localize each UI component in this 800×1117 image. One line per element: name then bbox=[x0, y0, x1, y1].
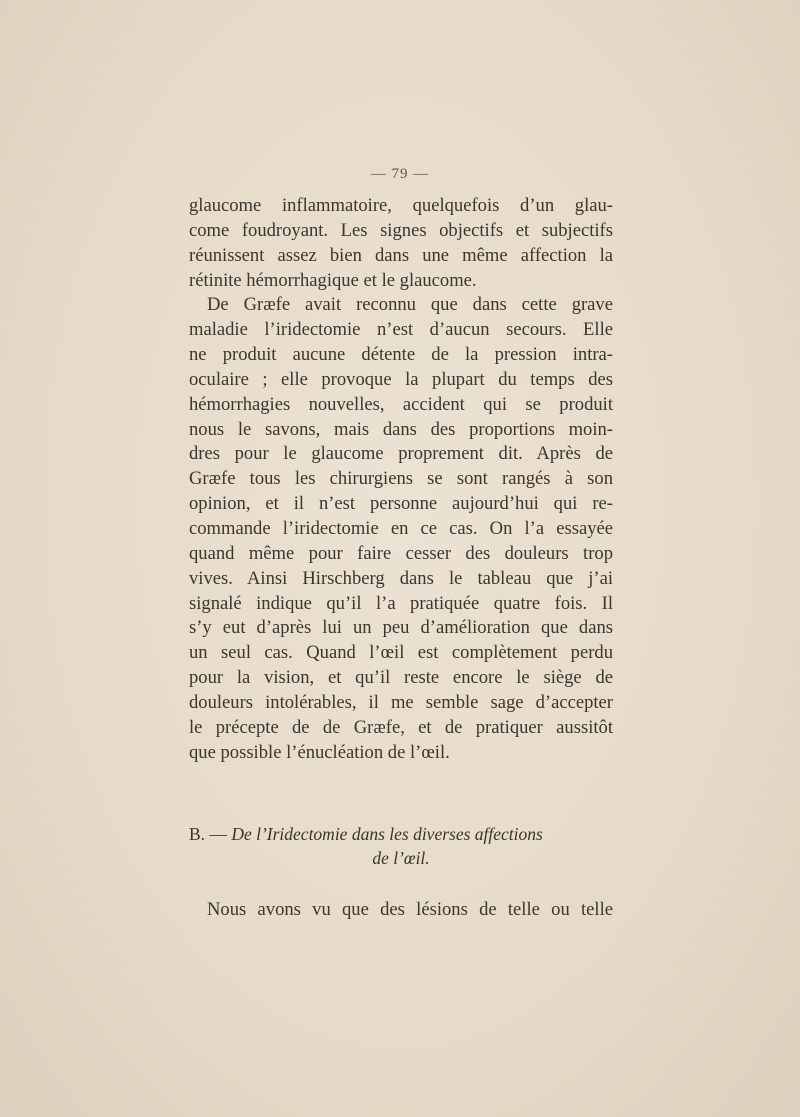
text-line: Græfe tous les chirurgiens se sont rangés à son bbox=[189, 468, 613, 490]
text-line: dres pour le glaucome proprement dit. Après de bbox=[189, 443, 613, 465]
text-line: De Græfe avait reconnu que dans cette grave bbox=[207, 294, 613, 316]
paragraph-2 bbox=[189, 293, 613, 765]
paragraph-3 bbox=[189, 898, 613, 923]
text-line: douleurs intolérables, il me semble sage d’accepter bbox=[189, 691, 613, 713]
text-line: maladie l’iridectomie n’est d’aucun secours. Elle bbox=[189, 319, 613, 341]
text-line: vives. Ainsi Hirschberg dans le tableau que j’ai bbox=[189, 567, 613, 589]
text-line: nous le savons, mais dans des proportions moin- bbox=[189, 418, 613, 440]
text-line: réunissent assez bien dans une même affection la bbox=[189, 244, 613, 266]
text-line: oculaire ; elle provoque la plupart du temps des bbox=[189, 368, 613, 390]
text-line: un seul cas. Quand l’œil est complètement perdu bbox=[189, 642, 613, 664]
main-text bbox=[189, 194, 613, 765]
text-line: quand même pour faire cesser des douleurs trop bbox=[189, 542, 613, 564]
text-line: commande l’iridectomie en ce cas. On l’a essayée bbox=[189, 517, 613, 539]
text-line: que possible l’énucléation de l’œil. bbox=[189, 741, 450, 763]
text-line: rétinite hémorrhagique et le glaucome. bbox=[189, 269, 477, 291]
text-line: le précepte de de Græfe, et de pratiquer aussitôt bbox=[189, 716, 613, 738]
text-line: ne produit aucune détente de la pression intra- bbox=[189, 344, 613, 366]
text-line: come foudroyant. Les signes objectifs et subjectifs bbox=[189, 219, 613, 241]
text-line: hémorrhagies nouvelles, accident qui se produit bbox=[189, 393, 613, 415]
section-marker: B. — bbox=[189, 824, 227, 844]
text-line: signalé indique qu’il l’a pratiquée quatre fois. Il bbox=[189, 592, 613, 614]
section-title: De l’Iridectomie dans les diverses affections bbox=[231, 824, 543, 844]
text-line: opinion, et il n’est personne aujourd’hui qui re- bbox=[189, 493, 613, 515]
section-heading-line-1 bbox=[189, 822, 613, 846]
text-line: Nous avons vu que des lésions de telle ou telle bbox=[207, 899, 613, 920]
text-line: pour la vision, et qu’il reste encore le siège de bbox=[189, 667, 613, 689]
page-number: — 79 — bbox=[370, 166, 430, 182]
text-line: s’y eut d’après lui un peu d’amélioration que dans bbox=[189, 617, 613, 639]
text-line: glaucome inflammatoire, quelquefois d’un glau- bbox=[189, 195, 613, 216]
section-heading-line-2: de l’œil. bbox=[372, 848, 430, 868]
section-heading bbox=[189, 822, 613, 870]
paragraph-1 bbox=[189, 194, 613, 293]
